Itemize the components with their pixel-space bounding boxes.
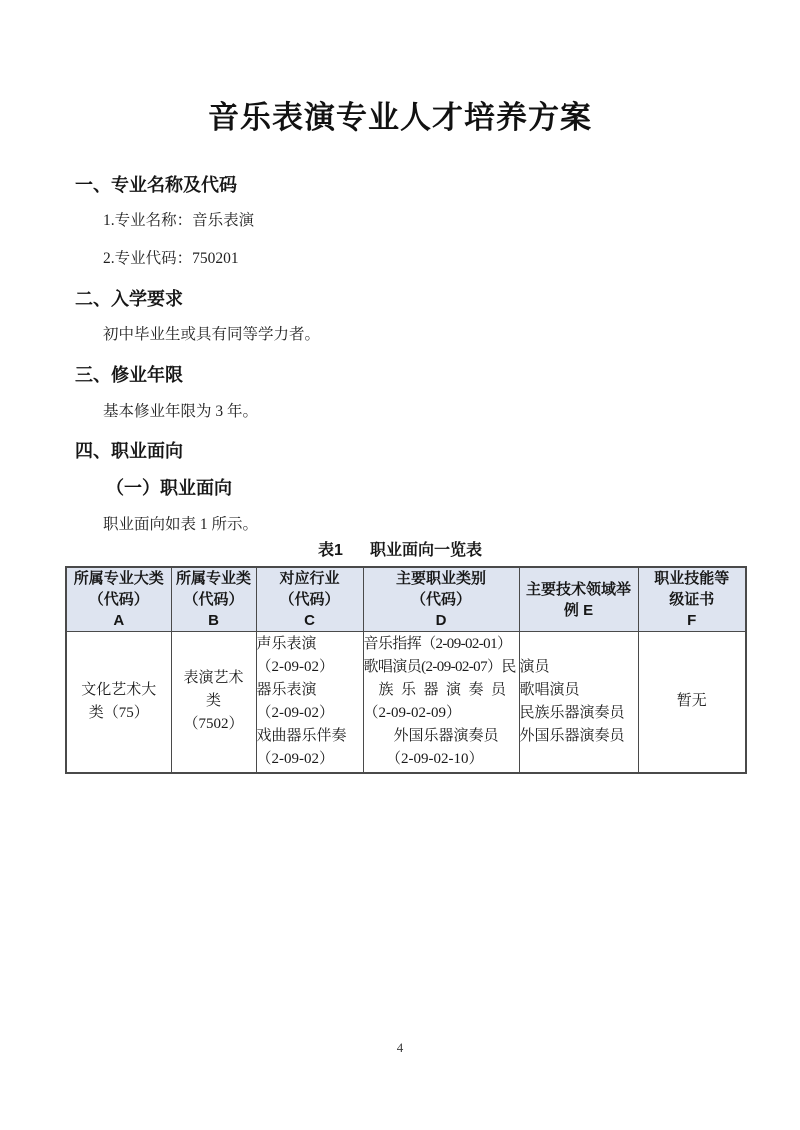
table-body [66,632,746,773]
paragraph-major-name: 1.专业名称：音乐表演 [103,212,255,229]
table-caption-title: 职业面向一览表 [369,542,482,559]
table-row [66,632,746,773]
career-orientation-table [65,566,747,774]
cell-category-a: 文化艺术大 类（75） [66,632,171,773]
paragraph-career-intro: 职业面向如表 1 所示。 [103,516,259,533]
cell-tech-field-e: 演员 歌唱演员 民族乐器演奏员 外国乐器演奏员 [519,632,638,773]
cell-class-b: 表演艺术 类 （7502） [171,632,256,773]
cell-certificate-f: 暂无 [638,632,746,773]
section-heading-2: 二、入学要求 [75,289,183,309]
cell-industry-c: 声乐表演 （2-09-02） 器乐表演 （2-09-02） 戏曲器乐伴奏 （2-09-02） [256,632,363,773]
paragraph-duration: 基本修业年限为 3 年。 [103,403,259,420]
page-number: 4 [396,1040,404,1055]
header-cell-class-b: 所属专业类 （代码） B [171,567,256,632]
header-cell-occupation-d: 主要职业类别 （代码） D [363,567,519,632]
table-caption [0,537,800,560]
header-cell-industry-c: 对应行业 （代码） C [256,567,363,632]
document-title: 音乐表演专业人才培养方案 [208,100,592,135]
paragraph-enrollment: 初中毕业生或具有同等学力者。 [103,326,321,343]
subsection-heading-career: （一）职业面向 [106,478,232,498]
paragraph-major-code: 2.专业代码：750201 [103,250,239,267]
header-cell-category-a: 所属专业大类 （代码） A [66,567,171,632]
table-header-row [66,567,746,632]
section-heading-1: 一、专业名称及代码 [75,175,237,195]
cell-occupation-d: 音乐指挥（2-09-02-01） 歌唱演员(2-09-02-07）民 族 乐 器 演 奏 员 （2-09-02-09） 外国乐器演奏员 （2-09-02-10） [363,632,519,773]
section-heading-3: 三、修业年限 [75,365,183,385]
section-heading-4: 四、职业面向 [75,441,183,461]
header-cell-certificate-f: 职业技能等 级证书 F [638,567,746,632]
header-cell-tech-field-e: 主要技术领域举 例 E [519,567,638,632]
table-caption-label: 表1 [318,542,343,559]
